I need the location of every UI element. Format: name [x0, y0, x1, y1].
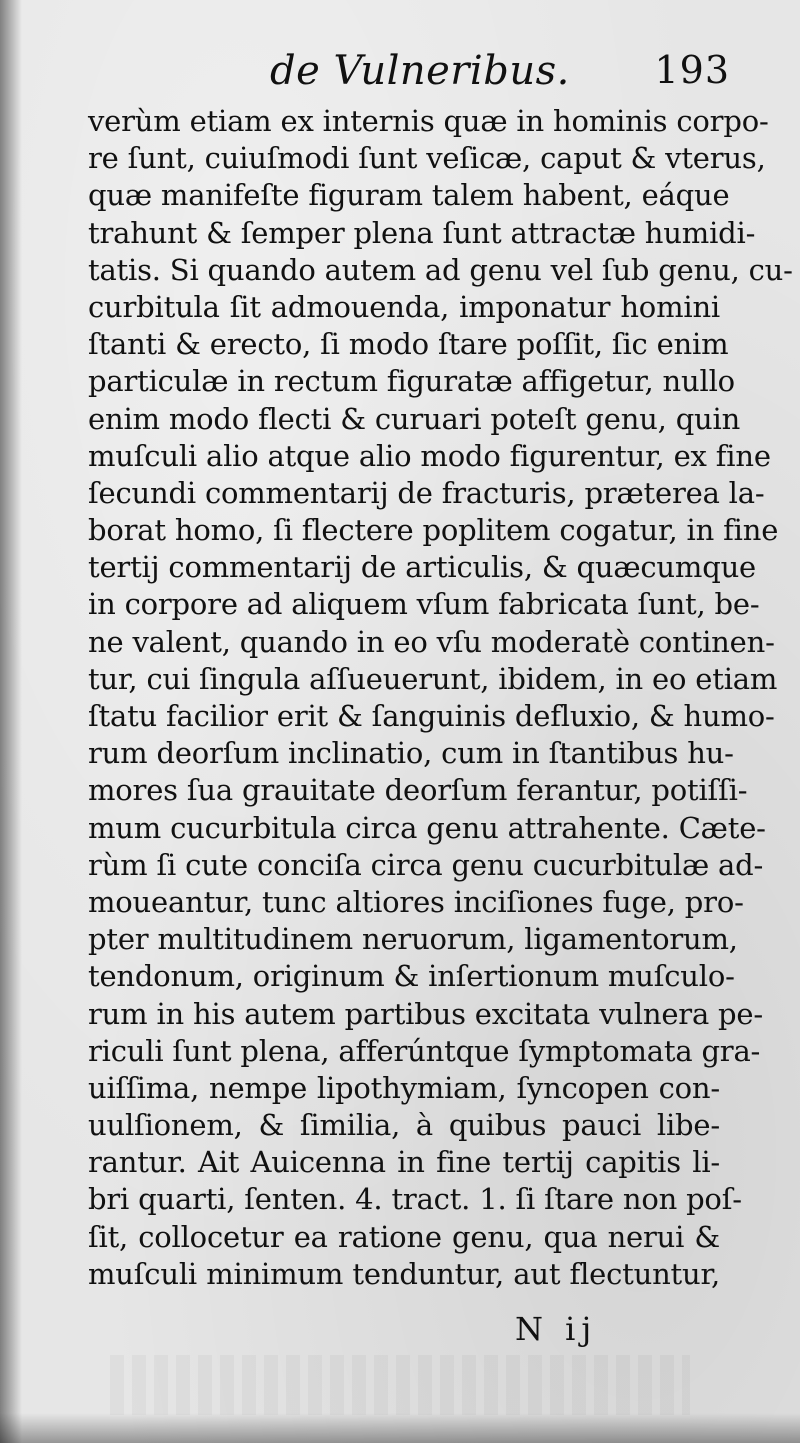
signature-mark: N ij [515, 1310, 598, 1348]
text-line: uulſionem, & ſimilia, à quibus pauci libe- [88, 1108, 720, 1143]
text-line: tatis. Si quando autem ad genu vel ſub genu, cu- [88, 252, 793, 287]
text-line: borat homo, ſi flectere poplitem cogatur, in fine [88, 513, 779, 548]
bottom-shadow [0, 1413, 800, 1443]
text-line: pter multitudinem neruorum, ligamentorum, [88, 922, 738, 957]
text-line: enim modo flecti & curuari poteſt genu, quin [88, 401, 741, 436]
show-through-bleed [110, 1355, 690, 1415]
text-line: rum in his autem partibus excitata vulnera pe- [88, 996, 763, 1031]
text-line: bri quarti, ſenten. 4. tract. 1. ſi ſtare non poſ- [88, 1182, 742, 1217]
text-line: moueantur, tunc altiores inciſiones fuge, pro- [88, 884, 744, 919]
text-line: tur, cui ſingula aſſueuerunt, ibidem, in eo etiam [88, 661, 778, 696]
text-line: rùm ſi cute conciſa circa genu cucurbitulæ ad- [88, 847, 764, 882]
text-line: muſculi minimum tenduntur, aut flectuntur, [88, 1256, 720, 1291]
page-number: 193 [654, 48, 730, 92]
text-line: ſecundi commentarij de fracturis, præterea la- [88, 475, 765, 510]
text-line: particulæ in rectum figuratæ affigetur, nullo [88, 364, 735, 399]
page-header [90, 40, 730, 100]
text-line: curbitula ſit admouenda, imponatur homini [88, 289, 720, 324]
text-line: muſculi alio atque alio modo figurentur, ex fine [88, 438, 771, 473]
text-line: in corpore ad aliquem vſum fabricata ſunt, be- [88, 587, 760, 622]
text-line: quæ manifeſte figuram talem habent, eáque [88, 178, 730, 213]
text-line: trahunt & ſemper plena ſunt attractæ humidi- [88, 215, 756, 250]
running-title: de Vulneribus. [270, 48, 570, 94]
text-line: uiſſima, nempe lipothymiam, ſyncopen con- [88, 1070, 720, 1105]
text-line: tendonum, originum & inſertionum muſculo- [88, 959, 735, 994]
text-line: ſtatu facilior erit & ſanguinis defluxio, & humo- [88, 699, 775, 733]
text-line: ſit, collocetur ea ratione genu, qua nerui & [88, 1219, 720, 1254]
text-line: mum cucurbitula circa genu attrahente. Cæte- [88, 810, 766, 845]
gutter-shadow [0, 0, 22, 1443]
text-line: rum deorſum inclinatio, cum in ſtantibus hu- [88, 736, 734, 771]
text-line: riculi ſunt plena, afferúntque ſymptomata gra- [88, 1033, 761, 1068]
text-line: mores ſua grauitate deorſum ferantur, potiſſi- [88, 773, 748, 808]
text-line: re ſunt, cuiuſmodi ſunt veſicæ, caput & vterus, [88, 141, 766, 176]
text-line: tertij commentarij de articulis, & quæcumque [88, 550, 757, 585]
text-line: verùm etiam ex internis quæ in hominis corpo- [88, 104, 769, 138]
text-line: ne valent, quando in eo vſu moderatè continen- [88, 624, 775, 659]
text-line: ſtanti & erecto, ſi modo ſtare poſſit, ſic enim [88, 327, 729, 362]
text-line: rantur. Ait Auicenna in fine tertij capitis li- [88, 1145, 720, 1180]
body-text [88, 103, 793, 1293]
